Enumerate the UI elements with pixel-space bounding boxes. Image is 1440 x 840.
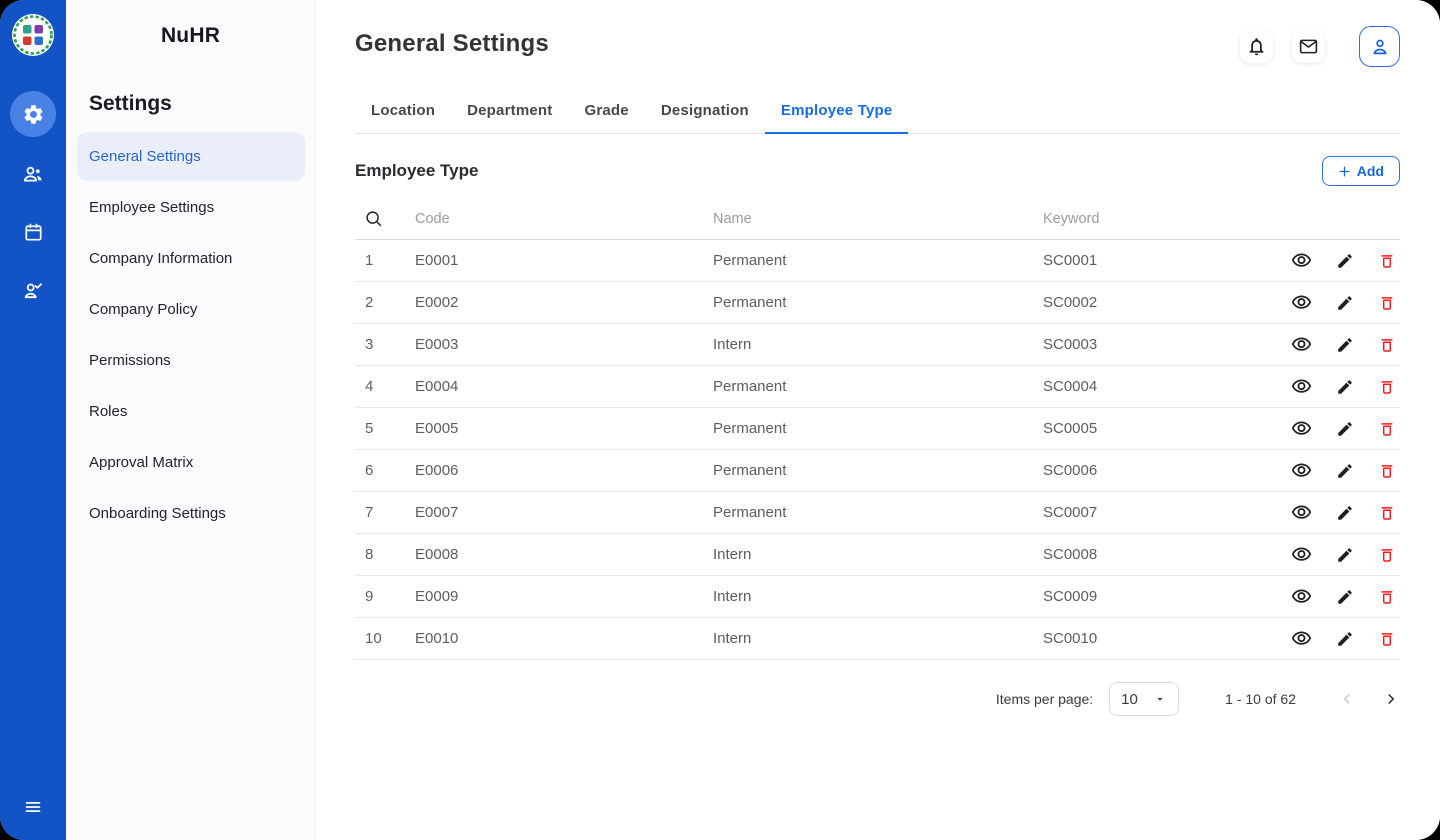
delete-button[interactable] — [1378, 336, 1396, 354]
tab-label: Designation — [660, 102, 749, 119]
row-index: 8 — [365, 546, 374, 563]
user-check-icon — [21, 278, 45, 302]
cell-name: Permanent — [713, 378, 787, 395]
cell-code: E0001 — [415, 252, 459, 269]
sidebar-item[interactable] — [77, 438, 305, 487]
eye-icon — [1291, 544, 1312, 565]
cell-name: Intern — [713, 546, 752, 563]
app-logo — [11, 13, 55, 57]
chevron-right-icon — [1382, 690, 1400, 708]
eye-icon — [1291, 418, 1312, 439]
view-button[interactable] — [1291, 544, 1312, 565]
delete-button[interactable] — [1378, 420, 1396, 438]
mail-icon — [1298, 36, 1319, 57]
edit-button[interactable] — [1336, 462, 1354, 480]
column-header-keyword: Keyword — [1043, 210, 1100, 227]
cell-code: E0010 — [415, 630, 459, 647]
cell-code: E0007 — [415, 504, 459, 521]
menu-icon — [22, 796, 44, 818]
tab-bar — [355, 92, 1400, 134]
table-row — [355, 618, 1400, 660]
cell-code: E0004 — [415, 378, 459, 395]
table-row — [355, 324, 1400, 366]
tab-label: Location — [371, 102, 436, 119]
cell-name: Permanent — [713, 420, 787, 437]
rail-settings-button[interactable] — [10, 91, 56, 137]
table-row — [355, 534, 1400, 576]
row-index: 10 — [365, 630, 382, 647]
view-button[interactable] — [1291, 376, 1312, 397]
table-row — [355, 450, 1400, 492]
cell-keyword: SC0009 — [1043, 588, 1098, 605]
cell-name: Intern — [713, 336, 752, 353]
employee-type-table — [355, 198, 1400, 660]
sidebar-item-label: Onboarding Settings — [89, 505, 226, 522]
table-body — [355, 240, 1400, 660]
tab-label: Employee Type — [780, 102, 893, 119]
caret-down-icon — [1153, 692, 1167, 706]
edit-button[interactable] — [1336, 336, 1354, 354]
cell-code: E0003 — [415, 336, 459, 353]
delete-button[interactable] — [1378, 588, 1396, 606]
cell-code: E0006 — [415, 462, 459, 479]
sidebar-item[interactable] — [77, 132, 305, 181]
cell-keyword: SC0001 — [1043, 252, 1098, 269]
cell-name: Permanent — [713, 504, 787, 521]
cell-code: E0008 — [415, 546, 459, 563]
sidebar-item-label: Approval Matrix — [89, 454, 194, 471]
delete-button[interactable] — [1378, 462, 1396, 480]
pencil-icon — [1336, 630, 1354, 648]
sidebar-heading: Settings — [89, 92, 172, 115]
row-index: 2 — [365, 294, 374, 311]
table-header-row — [355, 198, 1400, 240]
rail-collapse-button[interactable] — [22, 796, 44, 818]
table-row — [355, 492, 1400, 534]
pencil-icon — [1336, 462, 1354, 480]
pencil-icon — [1336, 294, 1354, 312]
calendar-icon — [22, 221, 45, 244]
sidebar-item[interactable] — [77, 285, 305, 334]
profile-button[interactable] — [1359, 26, 1400, 67]
cell-keyword: SC0004 — [1043, 378, 1098, 395]
messages-button[interactable] — [1292, 30, 1325, 63]
sidebar-item-label: General Settings — [89, 148, 201, 165]
delete-button[interactable] — [1378, 378, 1396, 396]
view-button[interactable] — [1291, 628, 1312, 649]
search-icon[interactable] — [363, 208, 385, 230]
column-header-name: Name — [713, 210, 752, 227]
cell-keyword: SC0005 — [1043, 420, 1098, 437]
row-index: 9 — [365, 588, 374, 605]
trash-icon — [1378, 420, 1396, 438]
cell-keyword: SC0008 — [1043, 546, 1098, 563]
rail-calendar-button[interactable] — [12, 211, 54, 253]
delete-button[interactable] — [1378, 630, 1396, 648]
edit-button[interactable] — [1336, 294, 1354, 312]
eye-icon — [1291, 628, 1312, 649]
view-button[interactable] — [1291, 418, 1312, 439]
row-index: 3 — [365, 336, 374, 353]
sidebar-item-label: Employee Settings — [89, 199, 215, 216]
trash-icon — [1378, 504, 1396, 522]
tab-label: Department — [467, 102, 553, 119]
pencil-icon — [1336, 336, 1354, 354]
sidebar-item[interactable] — [77, 489, 305, 538]
user-icon — [1369, 36, 1391, 58]
cell-name: Permanent — [713, 462, 787, 479]
eye-icon — [1291, 334, 1312, 355]
tab[interactable] — [645, 92, 765, 134]
icon-rail — [0, 0, 66, 840]
trash-icon — [1378, 546, 1396, 564]
sidebar-item-label: Permissions — [89, 352, 171, 369]
view-button[interactable] — [1291, 292, 1312, 313]
eye-icon — [1291, 460, 1312, 481]
delete-button[interactable] — [1378, 294, 1396, 312]
eye-icon — [1291, 292, 1312, 313]
pencil-icon — [1336, 504, 1354, 522]
table-row — [355, 240, 1400, 282]
cell-name: Permanent — [713, 294, 787, 311]
sidebar-item-label: Roles — [89, 403, 128, 420]
page-size-select[interactable] — [1109, 682, 1179, 716]
cell-keyword: SC0010 — [1043, 630, 1098, 647]
pencil-icon — [1336, 420, 1354, 438]
gear-icon — [22, 103, 45, 126]
rail-employees-button[interactable] — [12, 153, 54, 195]
edit-button[interactable] — [1336, 588, 1354, 606]
table-row — [355, 366, 1400, 408]
delete-button[interactable] — [1378, 546, 1396, 564]
sidebar-item[interactable] — [77, 387, 305, 436]
page-range-label: 1 - 10 of 62 — [1225, 691, 1296, 707]
tab[interactable] — [355, 92, 451, 134]
pencil-icon — [1336, 546, 1354, 564]
users-icon — [21, 162, 45, 186]
pencil-icon — [1336, 378, 1354, 396]
add-button[interactable] — [1322, 156, 1400, 186]
cell-name: Permanent — [713, 252, 787, 269]
cell-name: Intern — [713, 630, 752, 647]
rail-approvals-button[interactable] — [12, 269, 54, 311]
row-index: 4 — [365, 378, 374, 395]
section-title: Employee Type — [355, 161, 479, 180]
trash-icon — [1378, 294, 1396, 312]
cell-name: Intern — [713, 588, 752, 605]
tab[interactable] — [451, 92, 568, 134]
bell-icon — [1246, 36, 1267, 57]
sidebar — [66, 0, 316, 840]
notifications-button[interactable] — [1240, 30, 1273, 63]
pencil-icon — [1336, 588, 1354, 606]
column-header-code: Code — [415, 210, 450, 227]
trash-icon — [1378, 462, 1396, 480]
page-size-value: 10 — [1121, 690, 1138, 708]
chevron-left-icon — [1338, 690, 1356, 708]
section-header — [355, 156, 1400, 186]
delete-button[interactable] — [1378, 504, 1396, 522]
trash-icon — [1378, 336, 1396, 354]
sidebar-item[interactable] — [77, 183, 305, 232]
cell-keyword: SC0003 — [1043, 336, 1098, 353]
row-index: 5 — [365, 420, 374, 437]
edit-button[interactable] — [1336, 504, 1354, 522]
delete-button[interactable] — [1378, 252, 1396, 270]
row-index: 7 — [365, 504, 374, 521]
table-row — [355, 282, 1400, 324]
app-title: NuHR — [160, 24, 221, 47]
table-row — [355, 576, 1400, 618]
edit-button[interactable] — [1336, 378, 1354, 396]
prev-page-button[interactable] — [1338, 690, 1356, 708]
cell-keyword: SC0002 — [1043, 294, 1098, 311]
cell-code: E0009 — [415, 588, 459, 605]
view-button[interactable] — [1291, 460, 1312, 481]
sidebar-item[interactable] — [77, 234, 305, 283]
edit-button[interactable] — [1336, 420, 1354, 438]
view-button[interactable] — [1291, 250, 1312, 271]
view-button[interactable] — [1291, 502, 1312, 523]
next-page-button[interactable] — [1382, 690, 1400, 708]
cell-code: E0005 — [415, 420, 459, 437]
add-button-label: Add — [1356, 163, 1384, 179]
tab[interactable] — [765, 92, 909, 134]
view-button[interactable] — [1291, 586, 1312, 607]
eye-icon — [1291, 250, 1312, 271]
sidebar-item-label: Company Policy — [89, 301, 198, 318]
trash-icon — [1378, 252, 1396, 270]
cell-keyword: SC0007 — [1043, 504, 1098, 521]
table-row — [355, 408, 1400, 450]
header-actions — [1240, 26, 1400, 67]
tab[interactable] — [568, 92, 644, 134]
pencil-icon — [1336, 252, 1354, 270]
sidebar-item-label: Company Information — [89, 250, 233, 267]
tab-label: Grade — [584, 102, 629, 119]
view-button[interactable] — [1291, 334, 1312, 355]
row-index: 1 — [365, 252, 374, 269]
trash-icon — [1378, 588, 1396, 606]
trash-icon — [1378, 630, 1396, 648]
pagination — [355, 682, 1400, 716]
edit-button[interactable] — [1336, 546, 1354, 564]
page-title: General Settings — [355, 30, 549, 57]
cell-keyword: SC0006 — [1043, 462, 1098, 479]
plus-icon — [1338, 165, 1351, 178]
edit-button[interactable] — [1336, 630, 1354, 648]
sidebar-menu — [66, 132, 315, 538]
main-content — [316, 0, 1440, 840]
eye-icon — [1291, 376, 1312, 397]
items-per-page-label: Items per page: — [995, 691, 1094, 707]
sidebar-item[interactable] — [77, 336, 305, 385]
cell-code: E0002 — [415, 294, 459, 311]
trash-icon — [1378, 378, 1396, 396]
eye-icon — [1291, 586, 1312, 607]
eye-icon — [1291, 502, 1312, 523]
edit-button[interactable] — [1336, 252, 1354, 270]
row-index: 6 — [365, 462, 374, 479]
